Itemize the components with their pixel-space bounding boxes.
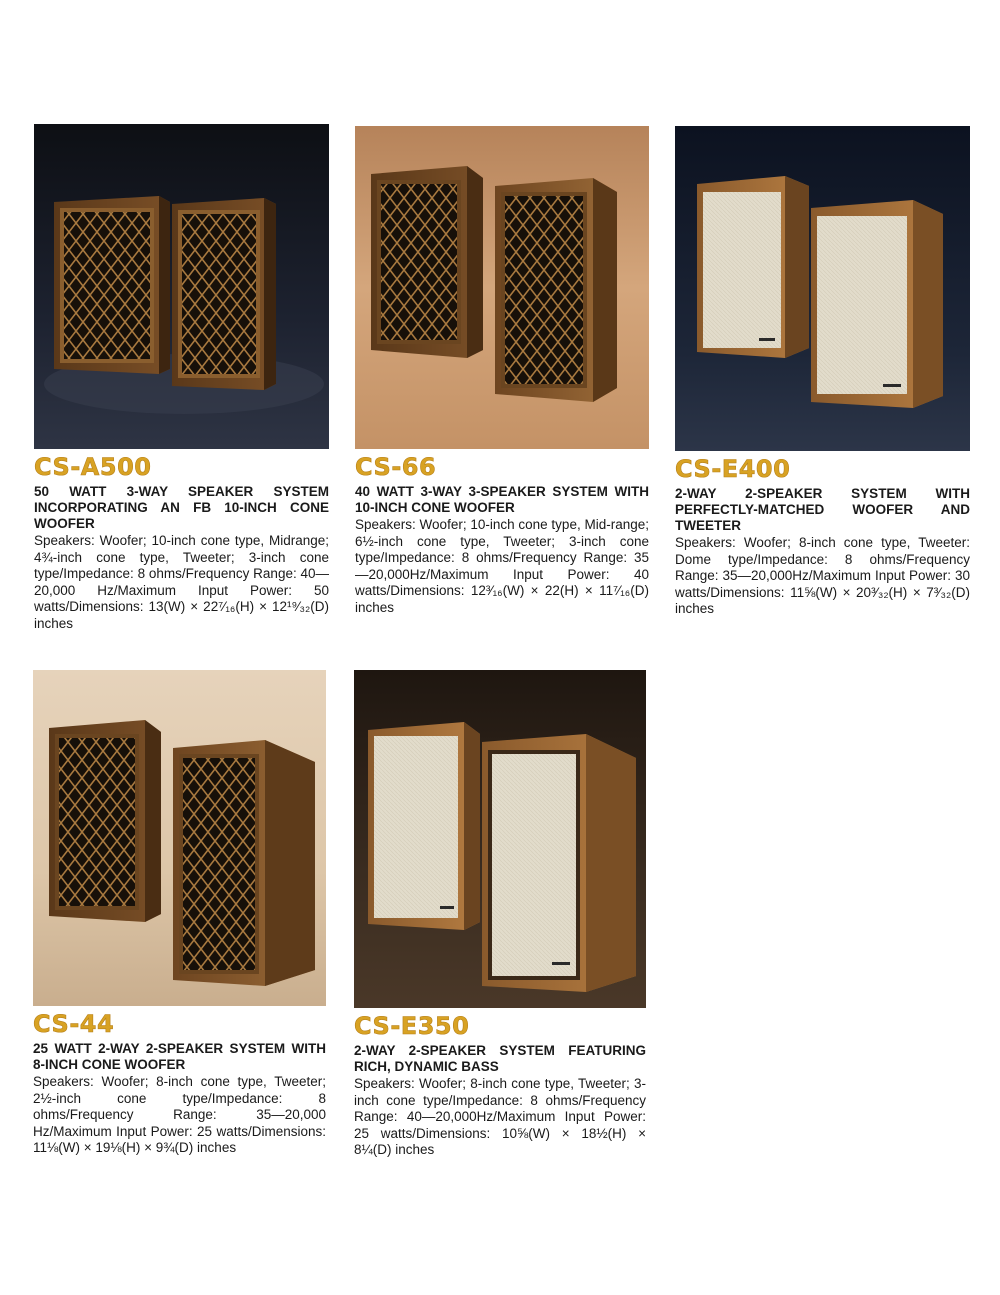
- product-headline: 2-WAY 2-SPEAKER SYSTEM WITH PERFECTLY-MATCHED WOOFER AND TWEETER: [675, 486, 970, 533]
- product-card: [355, 126, 649, 616]
- model-name: CS-E350: [354, 1012, 470, 1040]
- product-card: [33, 670, 326, 1157]
- product-card: [34, 124, 329, 632]
- speaker-photo: [355, 126, 649, 449]
- product-specs: Speakers: Woofer; 10-inch cone type, Mid-range; 6½-inch cone type, Tweeter; 3-inch cone type/Impedance: 8 ohms/Frequency Range: 35—20,000Hz/Maximum Input Power: 40 watts/Dimensions: 12³⁄₁₆(W) × 22(H) × 11⁷⁄₁₆(D) inches: [355, 517, 649, 615]
- product-specs: Speakers: Woofer; 10-inch cone type, Midrange; 4¾-inch cone type, Tweeter; 3-inch cone type/Impedance: 8 ohms/Frequency Range: 40—20,000 Hz/Maximum Input Power: 50 watts/Dimensions: 13(W) × 22⁷⁄₁₆(H) × 12¹⁹⁄₃₂(D) inches: [34, 533, 329, 631]
- model-name: CS-E400: [675, 455, 791, 483]
- product-headline: 25 WATT 2-WAY 2-SPEAKER SYSTEM WITH 8-INCH CONE WOOFER: [33, 1041, 326, 1072]
- speaker-photo: [33, 670, 326, 1006]
- product-card: [354, 670, 646, 1159]
- product-specs: Speakers: Woofer; 8-inch cone type, Tweeter: Dome type/Impedance: 8 ohms/Frequency Range: 35—20,000Hz/Maximum Input Power: 30 watts/Dimensions: 11⅝(W) × 20³⁄₃₂(H) × 7³⁄₃₂(D) inches: [675, 535, 970, 616]
- model-name: CS-66: [355, 453, 437, 481]
- model-name: CS-A500: [34, 453, 152, 481]
- product-headline: 50 WATT 3-WAY SPEAKER SYSTEM INCORPORATING AN FB 10-INCH CONE WOOFER: [34, 484, 329, 531]
- product-specs: Speakers: Woofer; 8-inch cone type, Tweeter; 3-inch cone type/Impedance: 8 ohms/Frequency Range: 40—20,000Hz/Maximum Input Power: 25 watts/Dimensions: 10⅝(W) × 18½(H) × 8¼(D) inches: [354, 1076, 646, 1157]
- speaker-photo: [34, 124, 329, 449]
- product-card: [675, 126, 970, 618]
- product-specs: Speakers: Woofer; 8-inch cone type, Tweeter; 2½-inch cone type/Impedance: 8 ohms/Frequency Range: 35—20,000 Hz/Maximum Input Power: 25 watts/Dimensions: 11⅛(W) × 19⅛(H) × 9¾(D) inches: [33, 1074, 326, 1155]
- speaker-photo: [354, 670, 646, 1008]
- speaker-photo: [675, 126, 970, 451]
- model-name: CS-44: [33, 1010, 115, 1038]
- product-headline: 2-WAY 2-SPEAKER SYSTEM FEATURING RICH, DYNAMIC BASS: [354, 1043, 646, 1074]
- product-headline: 40 WATT 3-WAY 3-SPEAKER SYSTEM WITH 10-INCH CONE WOOFER: [355, 484, 649, 515]
